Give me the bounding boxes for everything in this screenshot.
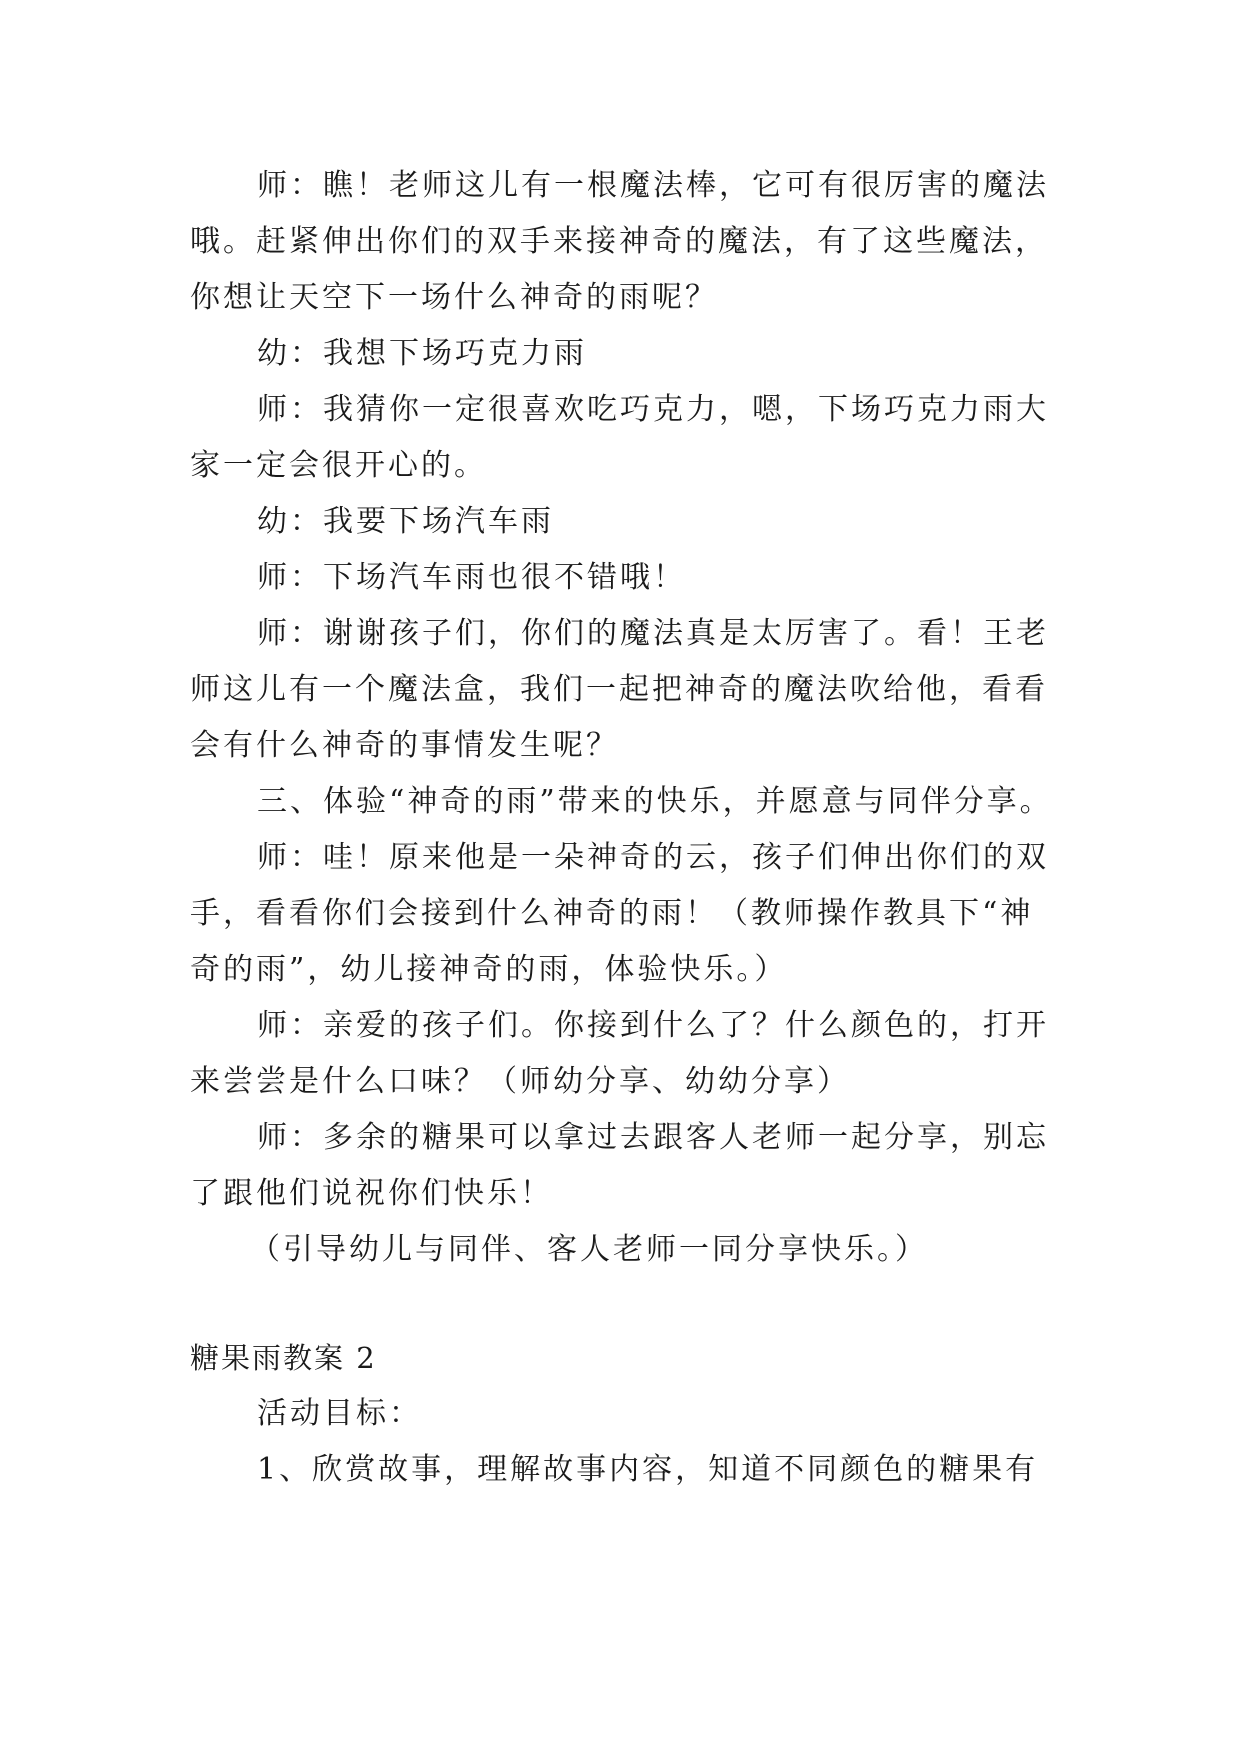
- paragraph-line: 哦。赶紧伸出你们的双手来接神奇的魔法，有了这些魔法，: [190, 224, 1048, 259]
- paragraph-line: 手，看看你们会接到什么神奇的雨！（教师操作教具下“神: [190, 896, 1034, 931]
- paragraph-line: 了跟他们说祝你们快乐！: [190, 1176, 553, 1211]
- paragraph-line: 奇的雨”，幼儿接神奇的雨，体验快乐。）: [190, 952, 788, 987]
- paragraph-line: 师：下场汽车雨也很不错哦！: [257, 560, 686, 595]
- paragraph-line: 师：哇！原来他是一朵神奇的云，孩子们伸出你们的双: [257, 840, 1049, 875]
- paragraph-line: 你想让天空下一场什么神奇的雨呢？: [190, 280, 718, 315]
- paragraph-line: 来尝尝是什么口味？（师幼分享、幼幼分享）: [190, 1064, 850, 1099]
- paragraph-line: 师：亲爱的孩子们。你接到什么了？什么颜色的，打开: [257, 1008, 1049, 1043]
- paragraph-line: 幼：我想下场巧克力雨: [257, 336, 587, 371]
- paragraph-line: 师：多余的糖果可以拿过去跟客人老师一起分享，别忘: [257, 1120, 1049, 1155]
- paragraph-line: 活动目标：: [257, 1396, 422, 1431]
- paragraph-line: 三、体验“神奇的雨”带来的快乐，并愿意与同伴分享。: [257, 784, 1053, 819]
- paragraph-line: （引导幼儿与同伴、客人老师一同分享快乐。）: [250, 1232, 928, 1267]
- paragraph-line: 家一定会很开心的。: [190, 448, 487, 483]
- paragraph-line: 师：我猜你一定很喜欢吃巧克力，嗯，下场巧克力雨大: [257, 392, 1049, 427]
- paragraph-line: 幼：我要下场汽车雨: [257, 504, 554, 539]
- paragraph-line: 会有什么神奇的事情发生呢？: [190, 728, 619, 763]
- paragraph-line: 师：谢谢孩子们，你们的魔法真是太厉害了。看！王老: [257, 616, 1049, 651]
- paragraph-line: 1、欣赏故事，理解故事内容，知道不同颜色的糖果有: [257, 1452, 1039, 1487]
- paragraph-line: 师这儿有一个魔法盒，我们一起把神奇的魔法吹给他，看看: [190, 672, 1048, 707]
- section-title: 糖果雨教案 2: [190, 1341, 377, 1375]
- paragraph-line: 师：瞧！老师这儿有一根魔法棒，它可有很厉害的魔法: [257, 168, 1049, 203]
